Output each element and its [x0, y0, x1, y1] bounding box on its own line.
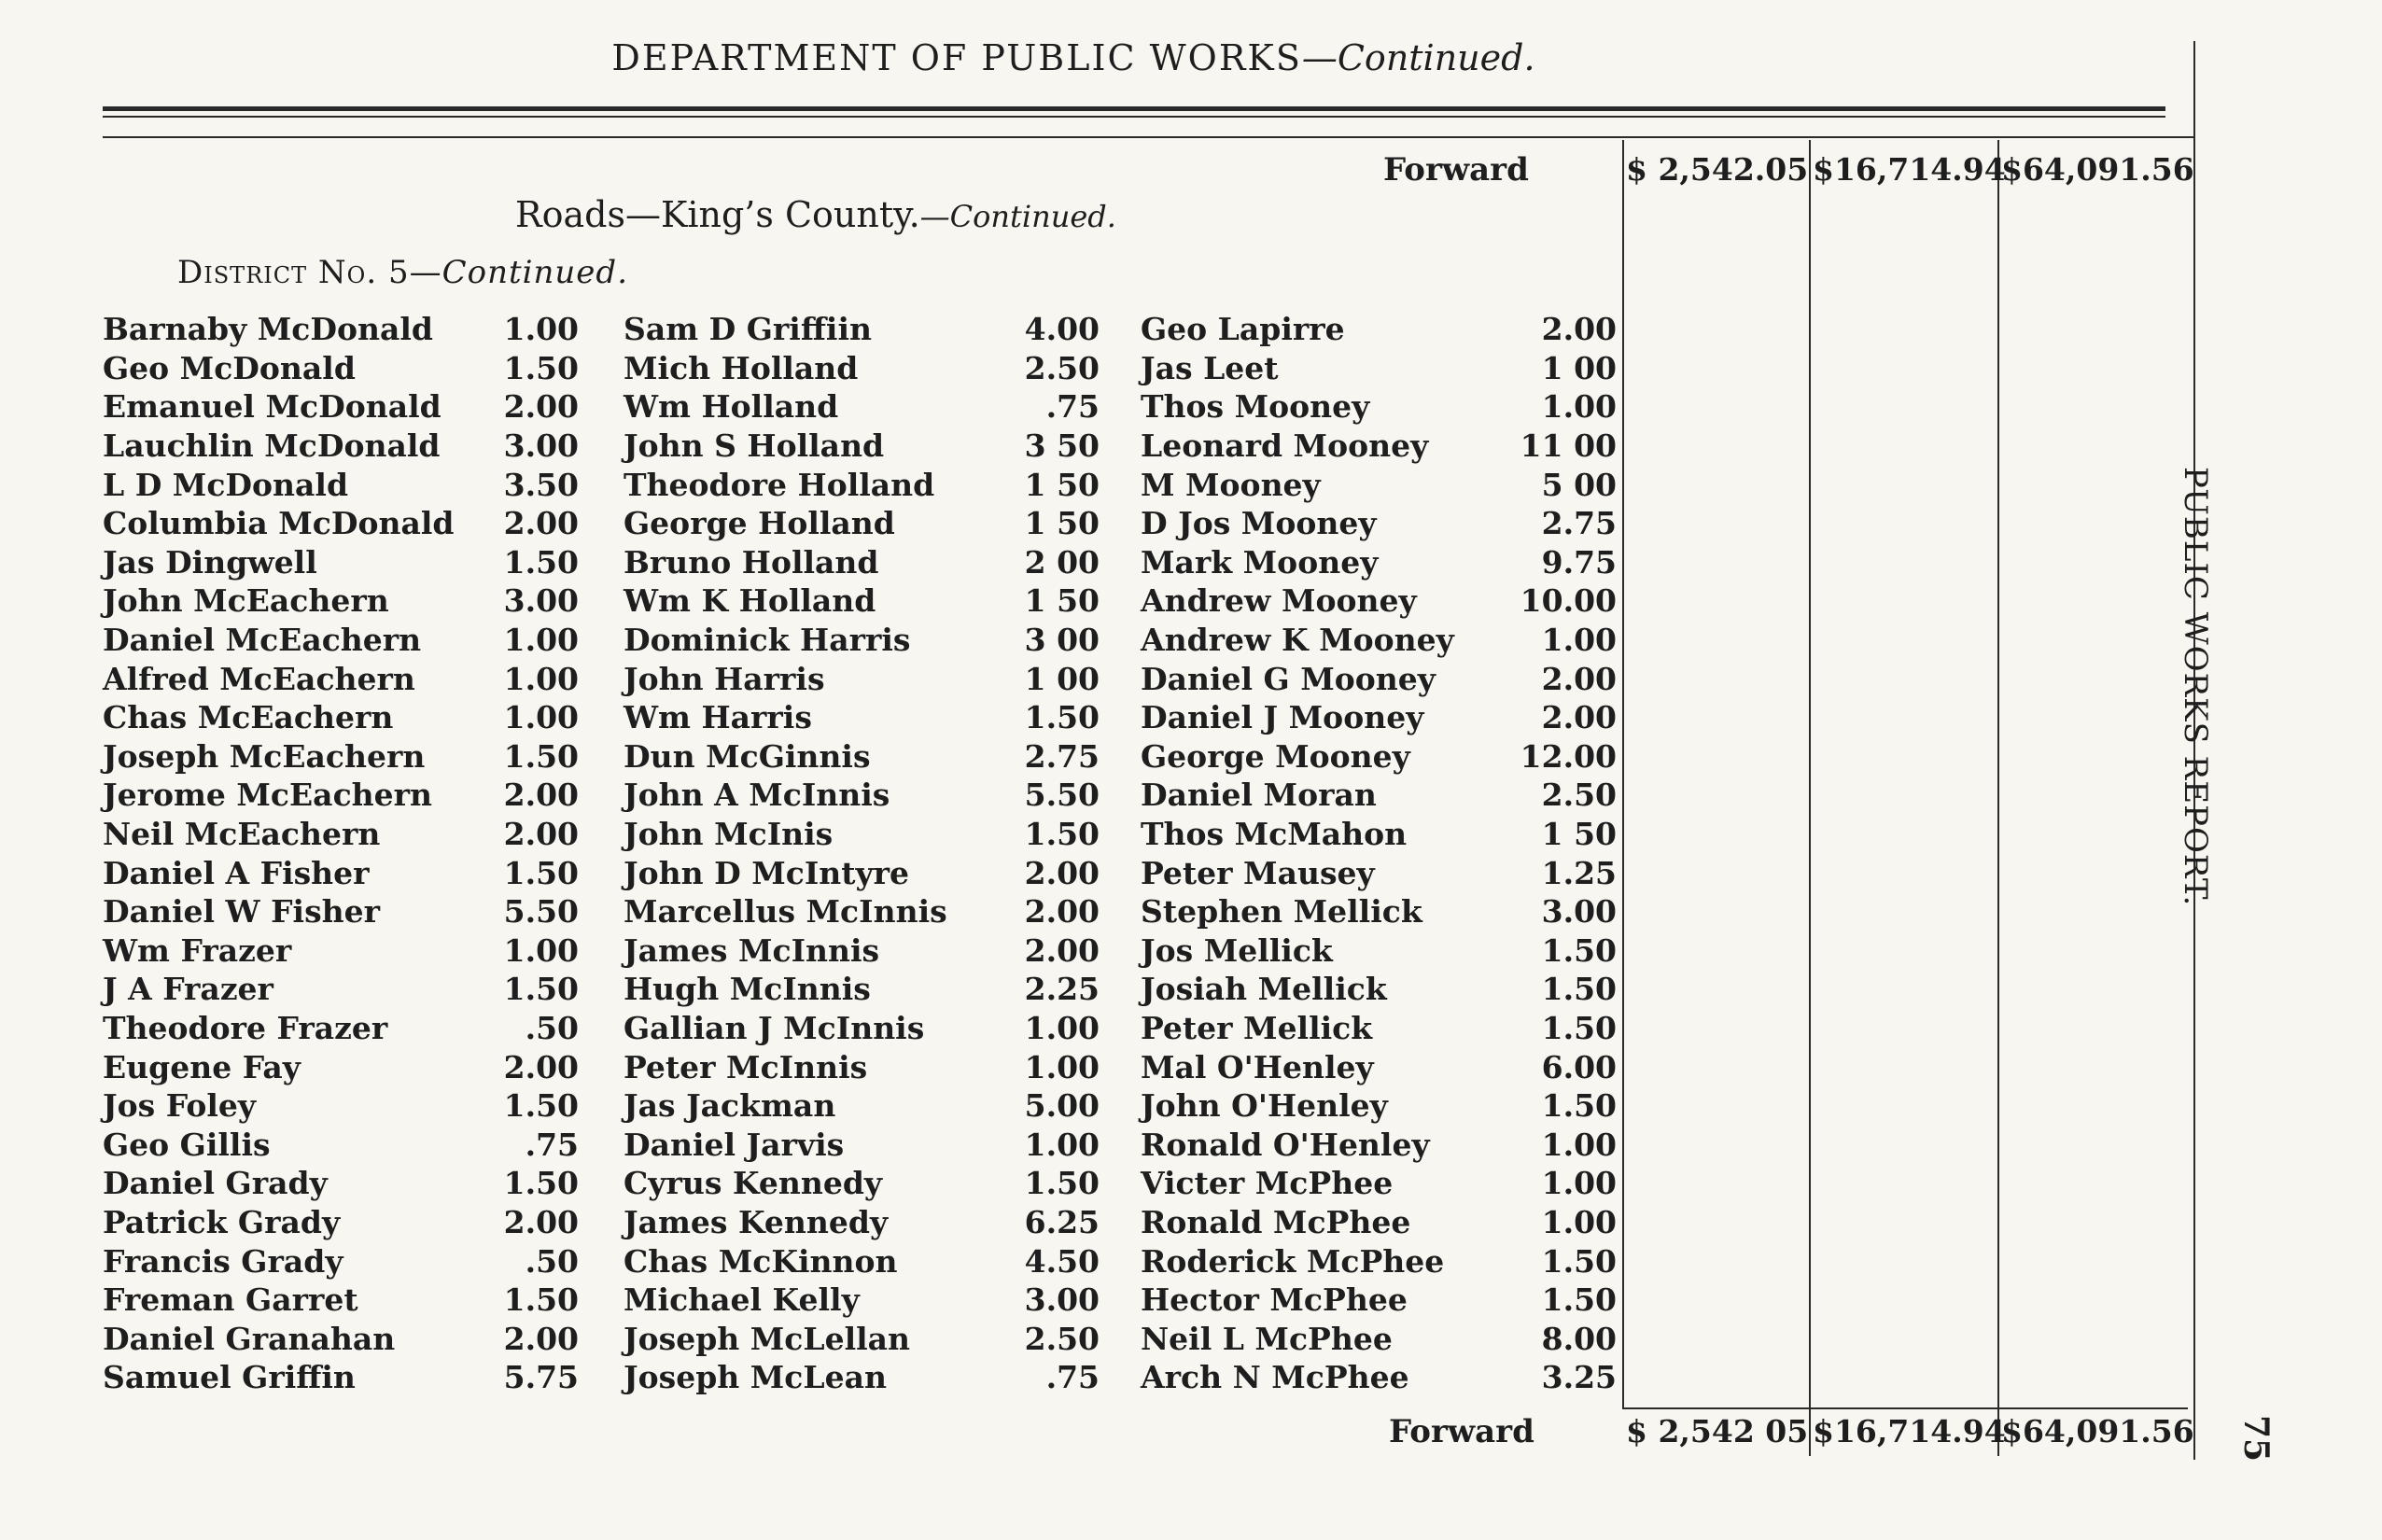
amount: 1.50: [1541, 1242, 1617, 1280]
list-item: [103, 659, 579, 698]
amount: 1 00: [1541, 349, 1617, 386]
amount: .75: [1045, 388, 1100, 426]
money-column-rule-2: [1809, 140, 1811, 1456]
section-title-text: Roads—King’s County.: [515, 194, 920, 235]
person-name: Joseph McLellan: [624, 1320, 911, 1357]
person-name: Roderick McPhee: [1141, 1242, 1445, 1280]
list-item: [103, 1164, 579, 1203]
person-name: Jerome McEachern: [103, 777, 433, 814]
amount: 5.50: [1024, 777, 1100, 814]
list-item: [624, 659, 1100, 698]
header-rule-lower: [103, 136, 2193, 138]
person-name: Dominick Harris: [624, 622, 911, 659]
list-item: [624, 776, 1100, 815]
forward-bottom-col2: $16,714.94: [1813, 1413, 2006, 1449]
person-name: Alfred McEachern: [103, 660, 415, 697]
list-item: [624, 465, 1100, 504]
person-name: Geo Gillis: [103, 1126, 271, 1163]
person-name: Daniel Jarvis: [624, 1126, 845, 1163]
list-item: [1141, 737, 1617, 777]
amount: 2.00: [503, 1203, 579, 1240]
person-name: Chas McKinnon: [624, 1242, 898, 1280]
list-item: [1141, 349, 1617, 388]
list-item: [1141, 1086, 1617, 1126]
list-item: [624, 427, 1100, 466]
person-name: Francis Grady: [103, 1242, 343, 1280]
amount: 3.00: [1541, 893, 1617, 931]
list-item: [103, 1241, 579, 1281]
person-name: L D McDonald: [103, 466, 349, 503]
person-name: Mal O'Henley: [1141, 1048, 1374, 1085]
amount: 2.50: [1541, 777, 1617, 814]
amount: 1 50: [1541, 816, 1617, 853]
amount: 2.00: [1541, 699, 1617, 736]
amount: 3.00: [503, 427, 579, 465]
amount: 4.00: [1024, 311, 1100, 348]
list-item: [624, 892, 1100, 931]
person-name: Gallian J McInnis: [624, 1009, 925, 1046]
amount: 1.50: [1024, 816, 1100, 853]
person-name: Samuel Griffin: [103, 1359, 356, 1396]
amount: 2.75: [1541, 505, 1617, 542]
person-name: Bruno Holland: [624, 543, 879, 581]
person-name: Daniel Grady: [103, 1165, 328, 1202]
amount: 2.75: [1024, 737, 1100, 775]
header-continued: —Continued.: [1301, 37, 1535, 78]
amount: 1.50: [503, 1281, 579, 1319]
amount: 1.50: [1541, 971, 1617, 1008]
person-name: Theodore Holland: [624, 466, 935, 503]
person-name: Jas Jackman: [624, 1087, 836, 1125]
list-item: [103, 543, 579, 582]
person-name: Wm Harris: [624, 699, 812, 736]
amount: 1.50: [503, 1165, 579, 1202]
list-item: [103, 776, 579, 815]
list-item: [624, 853, 1100, 892]
list-item: [103, 698, 579, 737]
amount: 3 50: [1024, 427, 1100, 465]
header-rule-thick: [103, 106, 2165, 111]
list-item: [1141, 1164, 1617, 1203]
person-name: Josiah Mellick: [1141, 971, 1387, 1008]
list-item: [624, 737, 1100, 777]
list-item: [103, 1125, 579, 1164]
money-column-rule-3: [1997, 140, 1999, 1456]
person-name: Neil L McPhee: [1141, 1320, 1393, 1357]
amount: 1.50: [503, 971, 579, 1008]
amount: 2.00: [503, 777, 579, 814]
district-label: District No. 5—: [177, 254, 442, 291]
amount: 2.00: [1024, 893, 1100, 931]
person-name: M Mooney: [1141, 466, 1321, 503]
amount: 3.00: [1024, 1281, 1100, 1319]
amount: 9.75: [1541, 543, 1617, 581]
person-name: Thos McMahon: [1141, 816, 1408, 853]
list-item: [624, 1125, 1100, 1164]
person-name: Joseph McLean: [624, 1359, 887, 1396]
amount: 6.00: [1541, 1048, 1617, 1085]
list-item: [103, 387, 579, 427]
money-column-rule-1: [1622, 140, 1624, 1409]
list-item: [624, 1047, 1100, 1086]
list-item: [624, 543, 1100, 582]
amount: 5.75: [503, 1359, 579, 1396]
name-column-3: [1141, 310, 1617, 1397]
person-name: Daniel McEachern: [103, 622, 422, 659]
list-item: [624, 815, 1100, 854]
amount: 2.25: [1024, 971, 1100, 1008]
amount: 2.00: [1541, 660, 1617, 697]
list-item: [624, 387, 1100, 427]
list-item: [1141, 465, 1617, 504]
person-name: Jos Foley: [103, 1087, 257, 1125]
amount: 5 00: [1541, 466, 1617, 503]
person-name: Joseph McEachern: [103, 737, 426, 775]
amount: 1.50: [1541, 1281, 1617, 1319]
person-name: James McInnis: [624, 931, 880, 969]
person-name: John Harris: [624, 660, 825, 697]
list-item: [103, 892, 579, 931]
person-name: John S Holland: [624, 427, 885, 465]
list-item: [1141, 1319, 1617, 1358]
list-item: [624, 1164, 1100, 1203]
forward-bottom-label: Forward: [1389, 1413, 1534, 1450]
list-item: [103, 1047, 579, 1086]
amount: 5.00: [1024, 1087, 1100, 1125]
list-item: [1141, 698, 1617, 737]
amount: 3 00: [1024, 622, 1100, 659]
person-name: Neil McEachern: [103, 816, 381, 853]
person-name: Ronald O'Henley: [1141, 1126, 1430, 1163]
person-name: Columbia McDonald: [103, 505, 455, 542]
forward-top-col2: $16,714.94: [1813, 151, 2006, 188]
amount: 4.50: [1024, 1242, 1100, 1280]
amount: 2.00: [503, 505, 579, 542]
list-item: [1141, 621, 1617, 660]
person-name: George Holland: [624, 505, 895, 542]
header-rule-thin: [103, 116, 2165, 118]
amount: 2.50: [1024, 349, 1100, 386]
list-item: [1141, 970, 1617, 1009]
list-item: [103, 815, 579, 854]
person-name: Hugh McInnis: [624, 971, 871, 1008]
person-name: Wm Holland: [624, 388, 839, 426]
amount: 1.00: [503, 931, 579, 969]
name-column-1: [103, 310, 579, 1397]
person-name: Thos Mooney: [1141, 388, 1370, 426]
header-title: DEPARTMENT OF PUBLIC WORKS: [611, 37, 1302, 78]
amount: 2.50: [1024, 1320, 1100, 1357]
list-item: [103, 1281, 579, 1320]
person-name: Jas Leet: [1141, 349, 1279, 386]
person-name: Leonard Mooney: [1141, 427, 1429, 465]
person-name: D Jos Mooney: [1141, 505, 1377, 542]
list-item: [1141, 581, 1617, 621]
list-item: [1141, 1125, 1617, 1164]
list-item: [103, 1319, 579, 1358]
amount: 1.50: [1024, 1165, 1100, 1202]
amount: 1.00: [503, 699, 579, 736]
list-item: [624, 349, 1100, 388]
person-name: J A Frazer: [103, 971, 273, 1008]
amount: 10.00: [1520, 582, 1617, 620]
amount: 1.50: [1541, 931, 1617, 969]
list-item: [1141, 543, 1617, 582]
person-name: Peter McInnis: [624, 1048, 868, 1085]
person-name: John O'Henley: [1141, 1087, 1388, 1125]
person-name: Jos Mellick: [1141, 931, 1333, 969]
person-name: Daniel W Fisher: [103, 893, 381, 931]
amount: 3.50: [503, 466, 579, 503]
person-name: John A McInnis: [624, 777, 890, 814]
amount: 1 50: [1024, 582, 1100, 620]
person-name: Lauchlin McDonald: [103, 427, 441, 465]
list-item: [1141, 776, 1617, 815]
list-item: [624, 504, 1100, 543]
list-item: [103, 465, 579, 504]
list-item: [1141, 1203, 1617, 1242]
amount: 2.00: [1024, 854, 1100, 891]
list-item: [103, 310, 579, 349]
page-header: [560, 37, 1587, 78]
person-name: Mark Mooney: [1141, 543, 1379, 581]
section-continued: —Continued.: [919, 199, 1116, 234]
amount: 1.00: [1541, 388, 1617, 426]
amount: 1 50: [1024, 466, 1100, 503]
amount: 2 00: [1024, 543, 1100, 581]
person-name: Patrick Grady: [103, 1203, 341, 1240]
list-item: [1141, 815, 1617, 854]
amount: 12.00: [1520, 737, 1617, 775]
amount: 3.00: [503, 582, 579, 620]
amount: 1.50: [503, 1087, 579, 1125]
amount: 5.50: [503, 893, 579, 931]
list-item: [1141, 659, 1617, 698]
list-item: [103, 737, 579, 777]
person-name: Theodore Frazer: [103, 1009, 388, 1046]
person-name: Eugene Fay: [103, 1048, 301, 1085]
amount: 6.25: [1024, 1203, 1100, 1240]
amount: 1.50: [503, 737, 579, 775]
amount: 1.50: [1541, 1009, 1617, 1046]
person-name: Daniel Granahan: [103, 1320, 396, 1357]
list-item: [624, 970, 1100, 1009]
side-title-text: PUBLIC WORKS REPORT.: [2177, 467, 2214, 907]
amount: 1.25: [1541, 854, 1617, 891]
forward-top-label: Forward: [1383, 151, 1529, 189]
list-item: [103, 1086, 579, 1126]
amount: 11 00: [1520, 427, 1617, 465]
list-item: [624, 698, 1100, 737]
amount: 1.00: [503, 660, 579, 697]
person-name: Sam D Griffiin: [624, 311, 872, 348]
list-item: [103, 504, 579, 543]
amount: 1.00: [503, 622, 579, 659]
forward-bottom-col3: $64,091.56: [2001, 1413, 2194, 1449]
person-name: Dun McGinnis: [624, 737, 871, 775]
person-name: Hector McPhee: [1141, 1281, 1408, 1319]
person-name: Arch N McPhee: [1141, 1359, 1409, 1396]
list-item: [1141, 892, 1617, 931]
amount: .75: [525, 1126, 579, 1163]
amount: 2.00: [503, 1320, 579, 1357]
person-name: Michael Kelly: [624, 1281, 860, 1319]
amount: 2.00: [503, 388, 579, 426]
list-item: [624, 1241, 1100, 1281]
list-item: [624, 621, 1100, 660]
person-name: Andrew K Mooney: [1141, 622, 1454, 659]
person-name: John McEachern: [103, 582, 389, 620]
list-item: [1141, 387, 1617, 427]
person-name: John McInis: [624, 816, 834, 853]
amount: 1.50: [503, 349, 579, 386]
person-name: Geo Lapirre: [1141, 311, 1345, 348]
page-number-text: 75: [2236, 1414, 2277, 1463]
list-item: [1141, 1241, 1617, 1281]
list-item: [624, 1358, 1100, 1397]
list-item: [1141, 1281, 1617, 1320]
person-name: Jas Dingwell: [103, 543, 317, 581]
person-name: Emanuel McDonald: [103, 388, 441, 426]
forward-top-col3: $64,091.56: [2001, 151, 2194, 188]
person-name: Barnaby McDonald: [103, 311, 434, 348]
amount: 1.00: [1024, 1048, 1100, 1085]
person-name: John D McIntyre: [624, 854, 910, 891]
amount: 1.00: [503, 311, 579, 348]
amount: 1 50: [1024, 505, 1100, 542]
person-name: Chas McEachern: [103, 699, 394, 736]
amount: 1.00: [1024, 1009, 1100, 1046]
person-name: Geo McDonald: [103, 349, 356, 386]
amount: 3.25: [1541, 1359, 1617, 1396]
list-item: [624, 931, 1100, 971]
list-item: [624, 310, 1100, 349]
forward-top-col1: $ 2,542.05: [1626, 151, 1809, 188]
list-item: [624, 1203, 1100, 1242]
amount: 1.50: [1024, 699, 1100, 736]
list-item: [1141, 931, 1617, 971]
person-name: Wm Frazer: [103, 931, 292, 969]
list-item: [103, 853, 579, 892]
amount: 1.00: [1541, 1165, 1617, 1202]
list-item: [1141, 1358, 1617, 1397]
list-item: [624, 1281, 1100, 1320]
amount: 2.00: [1541, 311, 1617, 348]
list-item: [624, 1319, 1100, 1358]
amount: 2.00: [503, 1048, 579, 1085]
list-item: [103, 1009, 579, 1048]
amount: 8.00: [1541, 1320, 1617, 1357]
list-item: [1141, 1009, 1617, 1048]
person-name: Daniel G Mooney: [1141, 660, 1436, 697]
district-heading: [177, 254, 628, 291]
section-title: [515, 194, 1116, 235]
amount: .50: [525, 1242, 579, 1280]
page-number: [2233, 1414, 2279, 1463]
amount: 1 00: [1024, 660, 1100, 697]
amount: .50: [525, 1009, 579, 1046]
forward-bottom-col1: $ 2,542 05: [1626, 1413, 1809, 1449]
list-item: [624, 1086, 1100, 1126]
person-name: Ronald McPhee: [1141, 1203, 1411, 1240]
list-item: [103, 581, 579, 621]
list-item: [103, 1203, 579, 1242]
list-item: [1141, 310, 1617, 349]
person-name: James Kennedy: [624, 1203, 889, 1240]
amount: 1.00: [1541, 1126, 1617, 1163]
amount: 1.50: [503, 854, 579, 891]
amount: 2.00: [503, 816, 579, 853]
person-name: Cyrus Kennedy: [624, 1165, 883, 1202]
list-item: [1141, 853, 1617, 892]
amount: 1.00: [1024, 1126, 1100, 1163]
list-item: [103, 931, 579, 971]
amount: .75: [1045, 1359, 1100, 1396]
person-name: Andrew Mooney: [1141, 582, 1417, 620]
person-name: Mich Holland: [624, 349, 859, 386]
amount: 2.00: [1024, 931, 1100, 969]
list-item: [1141, 504, 1617, 543]
person-name: Daniel J Mooney: [1141, 699, 1424, 736]
district-continued: Continued.: [441, 254, 629, 291]
amount: 1.00: [1541, 622, 1617, 659]
list-item: [103, 970, 579, 1009]
person-name: George Mooney: [1141, 737, 1410, 775]
list-item: [103, 1358, 579, 1397]
bottom-total-rule: [1622, 1407, 2188, 1409]
list-item: [103, 621, 579, 660]
list-item: [103, 427, 579, 466]
amount: 1.00: [1541, 1203, 1617, 1240]
list-item: [624, 581, 1100, 621]
person-name: Daniel A Fisher: [103, 854, 370, 891]
person-name: Wm K Holland: [624, 582, 876, 620]
amount: 1.50: [1541, 1087, 1617, 1125]
person-name: Peter Mausey: [1141, 854, 1375, 891]
list-item: [624, 1009, 1100, 1048]
person-name: Marcellus McInnis: [624, 893, 947, 931]
person-name: Stephen Mellick: [1141, 893, 1422, 931]
person-name: Victer McPhee: [1141, 1165, 1394, 1202]
person-name: Peter Mellick: [1141, 1009, 1373, 1046]
person-name: Freman Garret: [103, 1281, 358, 1319]
list-item: [1141, 1047, 1617, 1086]
name-column-2: [624, 310, 1100, 1397]
amount: 1.50: [503, 543, 579, 581]
list-item: [103, 349, 579, 388]
person-name: Daniel Moran: [1141, 777, 1377, 814]
list-item: [1141, 427, 1617, 466]
